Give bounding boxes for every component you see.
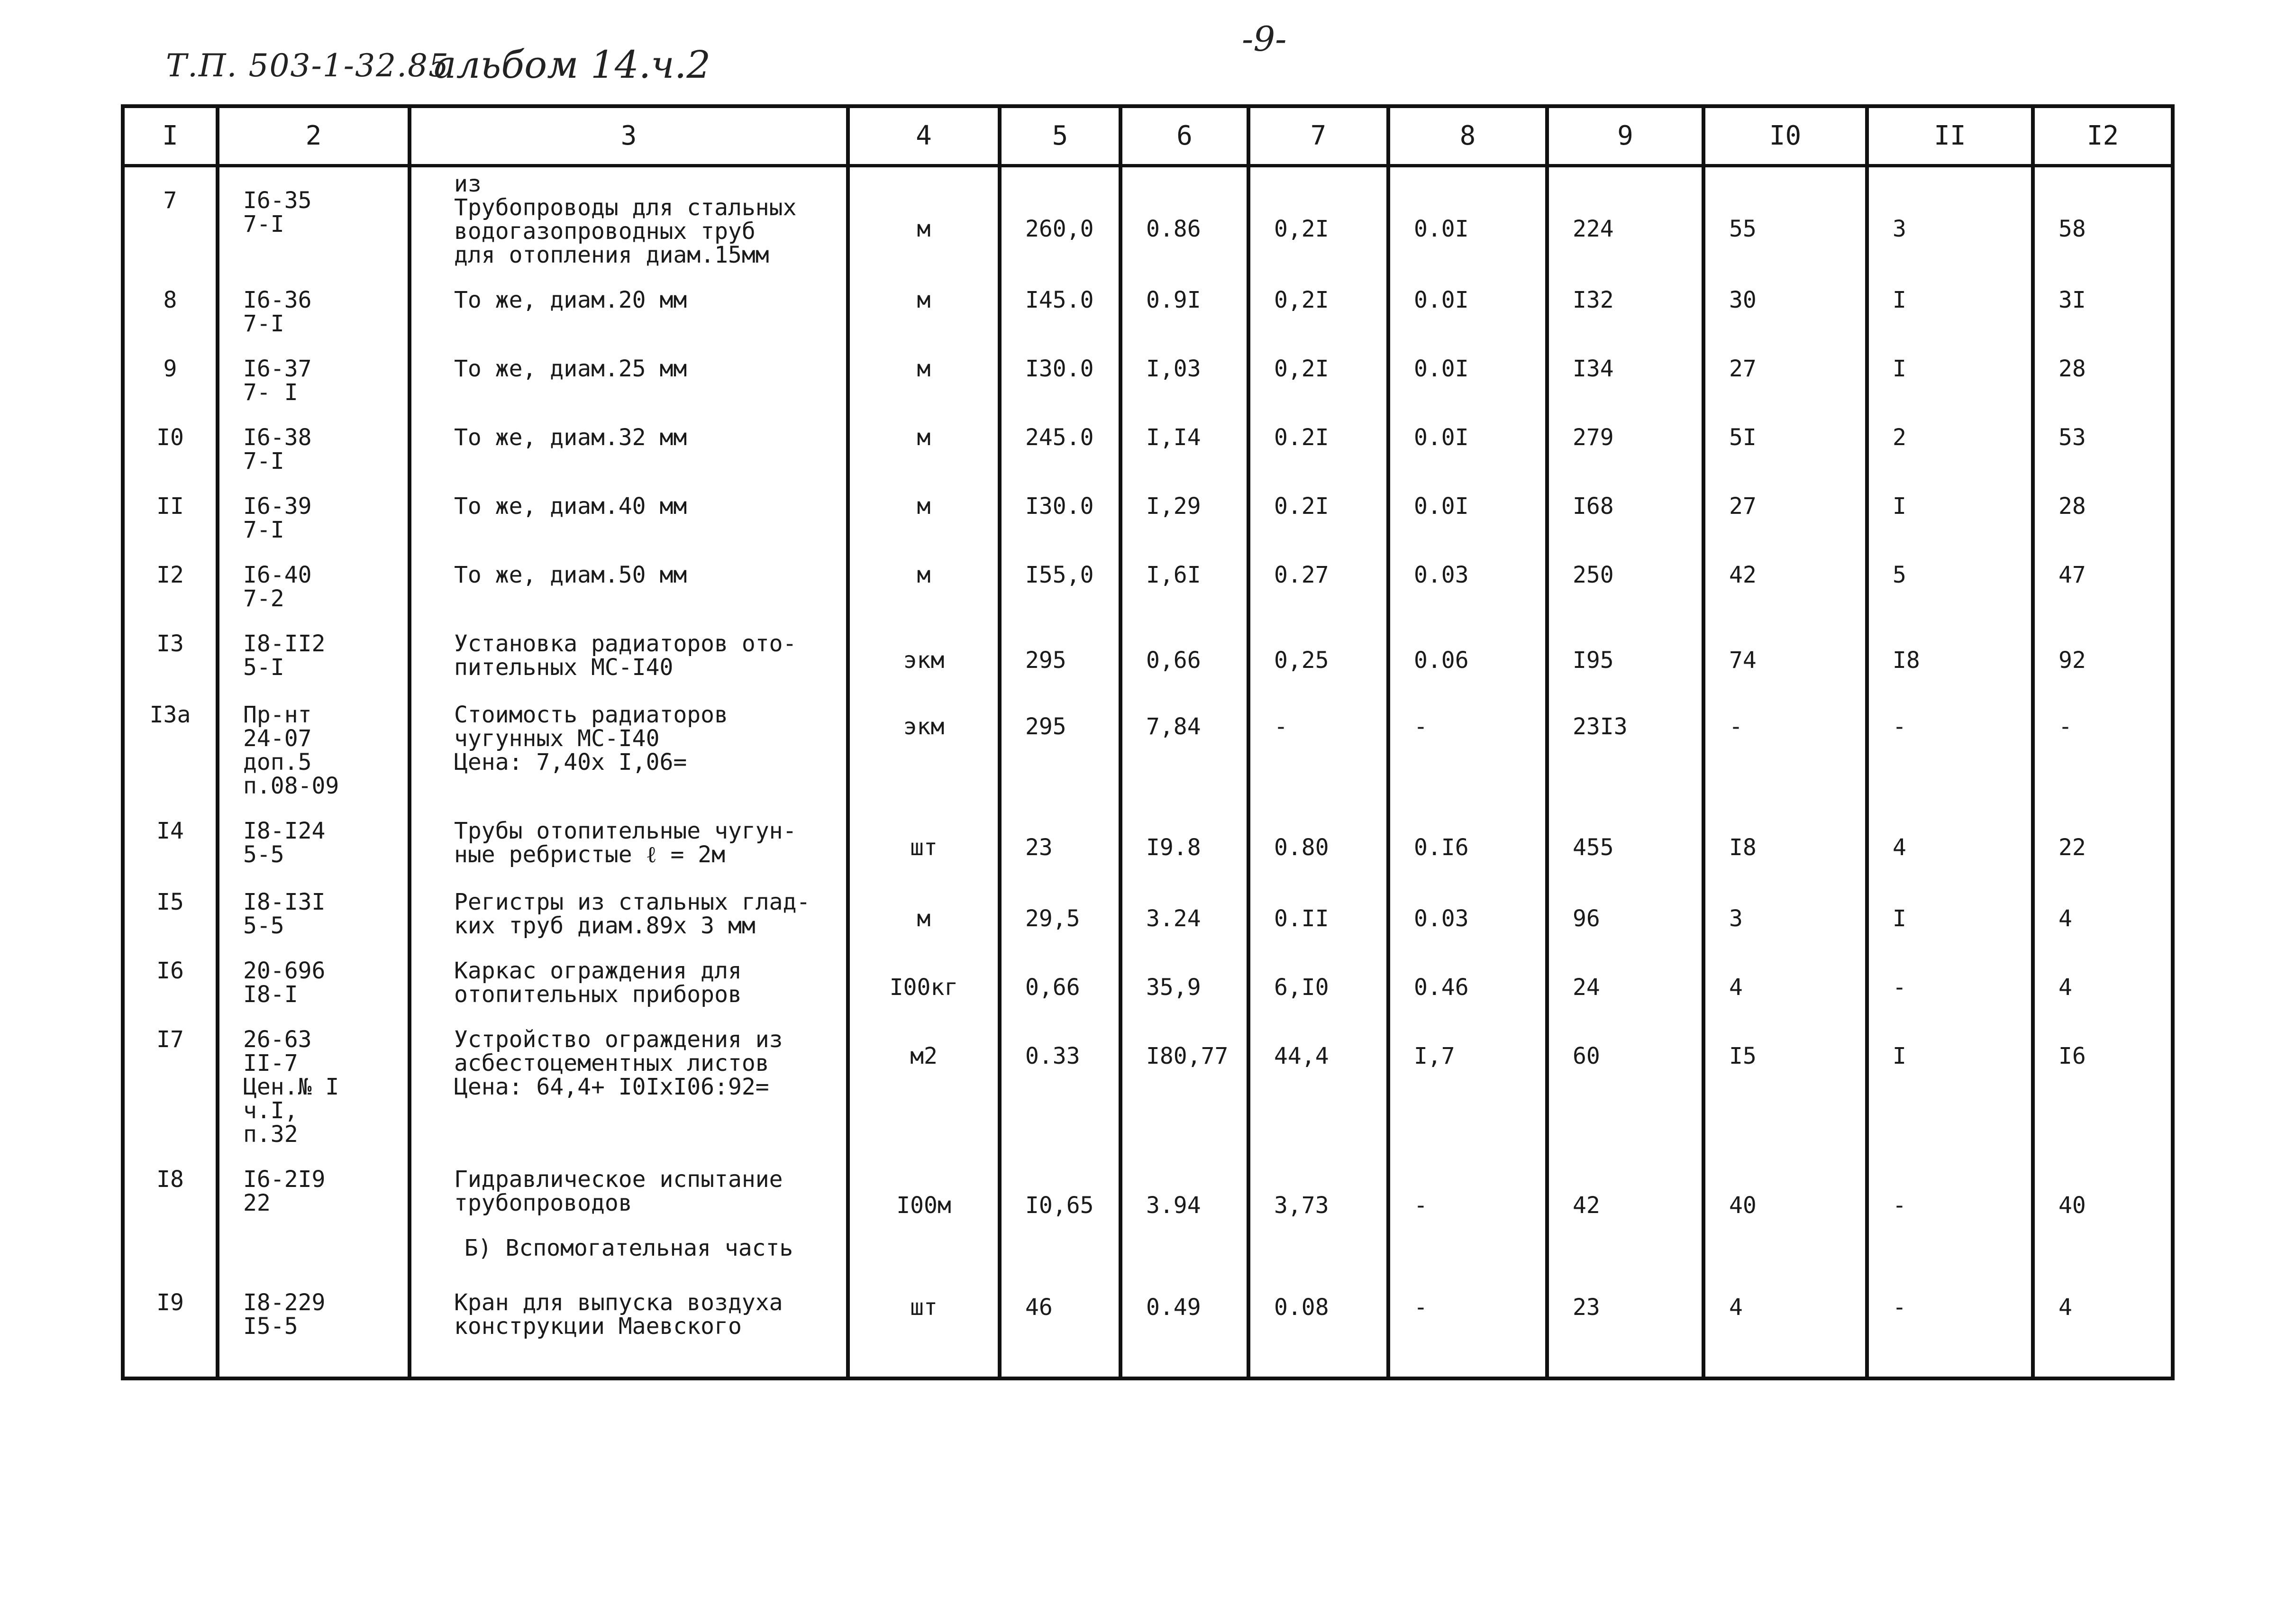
description-cell: То же, диам.40 мм bbox=[410, 473, 848, 542]
row-number-cell: I7 bbox=[123, 1006, 218, 1146]
total-machine-cell: I bbox=[1867, 473, 2033, 542]
rate-code-cell: I8-II2 5-I bbox=[218, 611, 410, 682]
total-wage-cell: 42 bbox=[1703, 542, 1867, 611]
page-number: -9- bbox=[1242, 19, 1287, 59]
rate-code-cell: Пр-нт 24-07 доп.5 п.08-09 bbox=[218, 682, 410, 798]
total-cost-cell: 24 bbox=[1547, 938, 1703, 1006]
total-wage-cell: 5I bbox=[1703, 404, 1867, 473]
total-machine-cell: - bbox=[1867, 682, 2033, 798]
empty-cell bbox=[1248, 1217, 1388, 1269]
quantity-cell: 295 bbox=[1000, 682, 1120, 798]
table-row bbox=[123, 542, 2173, 611]
row-number-cell: 9 bbox=[123, 336, 218, 404]
table-row bbox=[123, 1146, 2173, 1217]
unit-cost-cell: I,03 bbox=[1120, 336, 1248, 404]
total-cost-cell: I95 bbox=[1547, 611, 1703, 682]
unit-cost-cell: 35,9 bbox=[1120, 938, 1248, 1006]
table-row bbox=[123, 336, 2173, 404]
unit-cell: м bbox=[848, 542, 1000, 611]
description-cell: Трубы отопительные чугун- ные ребристые ℓ = 2м bbox=[410, 798, 848, 869]
unit-cell: м bbox=[848, 267, 1000, 336]
machine-cell: 0.0I bbox=[1388, 336, 1547, 404]
machine-cell: 0.I6 bbox=[1388, 798, 1547, 869]
unit-cost-cell: 7,84 bbox=[1120, 682, 1248, 798]
rate-code-cell: I6-39 7-I bbox=[218, 473, 410, 542]
unit-cost-cell: 0.49 bbox=[1120, 1269, 1248, 1378]
row-number-cell: 8 bbox=[123, 267, 218, 336]
total-machine-cell: 5 bbox=[1867, 542, 2033, 611]
unit-cost-cell: 3.24 bbox=[1120, 869, 1248, 938]
column-header: 3 bbox=[410, 106, 848, 166]
empty-cell bbox=[1703, 1217, 1867, 1269]
wage-cell: 0.08 bbox=[1248, 1269, 1388, 1378]
row-number-cell: 7 bbox=[123, 166, 218, 267]
row-number-cell: I6 bbox=[123, 938, 218, 1006]
rate-code-cell: I8-229 I5-5 bbox=[218, 1269, 410, 1378]
quantity-cell: 29,5 bbox=[1000, 869, 1120, 938]
total-wage-cell: 40 bbox=[1703, 1146, 1867, 1217]
quantity-cell: 295 bbox=[1000, 611, 1120, 682]
total-wage-cell: 74 bbox=[1703, 611, 1867, 682]
row-number-cell: I4 bbox=[123, 798, 218, 869]
total-wage-cell: I5 bbox=[1703, 1006, 1867, 1146]
total-cost-cell: 23 bbox=[1547, 1269, 1703, 1378]
description-cell: Кран для выпуска воздуха конструкции Маевского bbox=[410, 1269, 848, 1378]
row-number-cell: I0 bbox=[123, 404, 218, 473]
total-cost-cell: I34 bbox=[1547, 336, 1703, 404]
unit-cell: I00м bbox=[848, 1146, 1000, 1217]
quantity-cell: I30.0 bbox=[1000, 473, 1120, 542]
column-header: 2 bbox=[218, 106, 410, 166]
total-cost-cell: I32 bbox=[1547, 267, 1703, 336]
total-cost-cell: I68 bbox=[1547, 473, 1703, 542]
table-row bbox=[123, 611, 2173, 682]
unit-cell: м bbox=[848, 473, 1000, 542]
description-cell: То же, диам.20 мм bbox=[410, 267, 848, 336]
labor-cell: 22 bbox=[2033, 798, 2173, 869]
total-machine-cell: - bbox=[1867, 1146, 2033, 1217]
empty-cell bbox=[1867, 1217, 2033, 1269]
unit-cell: I00кг bbox=[848, 938, 1000, 1006]
wage-cell: - bbox=[1248, 682, 1388, 798]
rate-code-cell: I6-38 7-I bbox=[218, 404, 410, 473]
section-row bbox=[123, 1217, 2173, 1269]
unit-cell: шт bbox=[848, 1269, 1000, 1378]
labor-cell: 4 bbox=[2033, 1269, 2173, 1378]
section-title: Б) Вспомогательная часть bbox=[410, 1217, 848, 1269]
total-machine-cell: I bbox=[1867, 267, 2033, 336]
labor-cell: 92 bbox=[2033, 611, 2173, 682]
row-number-cell: II bbox=[123, 473, 218, 542]
total-machine-cell: 2 bbox=[1867, 404, 2033, 473]
row-number-cell: I3 bbox=[123, 611, 218, 682]
description-cell: Каркас ограждения для отопительных приборов bbox=[410, 938, 848, 1006]
table-row bbox=[123, 267, 2173, 336]
rate-code-cell: I6-35 7-I bbox=[218, 166, 410, 267]
unit-cell: шт bbox=[848, 798, 1000, 869]
quantity-cell: 46 bbox=[1000, 1269, 1120, 1378]
unit-cell: м2 bbox=[848, 1006, 1000, 1146]
document-code: Т.П. 503-1-32.85 bbox=[166, 47, 450, 84]
wage-cell: 44,4 bbox=[1248, 1006, 1388, 1146]
column-header: 5 bbox=[1000, 106, 1120, 166]
empty-cell bbox=[1388, 1217, 1547, 1269]
machine-cell: 0.0I bbox=[1388, 166, 1547, 267]
rate-code-cell: I6-2I9 22 bbox=[218, 1146, 410, 1217]
column-header: 8 bbox=[1388, 106, 1547, 166]
machine-cell: 0.06 bbox=[1388, 611, 1547, 682]
machine-cell: I,7 bbox=[1388, 1006, 1547, 1146]
total-wage-cell: I8 bbox=[1703, 798, 1867, 869]
labor-cell: 4 bbox=[2033, 938, 2173, 1006]
unit-cost-cell: I9.8 bbox=[1120, 798, 1248, 869]
rate-code-cell: I6-36 7-I bbox=[218, 267, 410, 336]
rate-code-cell: I8-I3I 5-5 bbox=[218, 869, 410, 938]
wage-cell: 0.2I bbox=[1248, 473, 1388, 542]
rate-code-cell: I6-40 7-2 bbox=[218, 542, 410, 611]
empty-cell bbox=[848, 1217, 1000, 1269]
row-number-cell: I9 bbox=[123, 1269, 218, 1378]
machine-cell: - bbox=[1388, 1269, 1547, 1378]
unit-cost-cell: I,6I bbox=[1120, 542, 1248, 611]
labor-cell: 4 bbox=[2033, 869, 2173, 938]
wage-cell: 0,25 bbox=[1248, 611, 1388, 682]
description-cell: Стоимость радиаторов чугунных МС-I40 Цена: 7,40х I,06= bbox=[410, 682, 848, 798]
unit-cost-cell: 0.86 bbox=[1120, 166, 1248, 267]
total-machine-cell: I bbox=[1867, 1006, 2033, 1146]
wage-cell: 3,73 bbox=[1248, 1146, 1388, 1217]
wage-cell: 6,I0 bbox=[1248, 938, 1388, 1006]
total-machine-cell: I bbox=[1867, 869, 2033, 938]
unit-cost-cell: 3.94 bbox=[1120, 1146, 1248, 1217]
total-wage-cell: - bbox=[1703, 682, 1867, 798]
description-cell: Устройство ограждения из асбестоцементных листов Цена: 64,4+ I0IхI06:92= bbox=[410, 1006, 848, 1146]
wage-cell: 0.27 bbox=[1248, 542, 1388, 611]
description-cell: То же, диам.50 мм bbox=[410, 542, 848, 611]
row-number-cell: I5 bbox=[123, 869, 218, 938]
estimate-table bbox=[121, 104, 2175, 1380]
wage-cell: 0,2I bbox=[1248, 336, 1388, 404]
empty-cell bbox=[1000, 1217, 1120, 1269]
labor-cell: 53 bbox=[2033, 404, 2173, 473]
labor-cell: 40 bbox=[2033, 1146, 2173, 1217]
machine-cell: 0.0I bbox=[1388, 267, 1547, 336]
labor-cell: 28 bbox=[2033, 473, 2173, 542]
unit-cost-cell: I80,77 bbox=[1120, 1006, 1248, 1146]
description-cell: То же, диам.25 мм bbox=[410, 336, 848, 404]
description-cell: Установка радиаторов ото- пительных МС-I40 bbox=[410, 611, 848, 682]
table-row bbox=[123, 404, 2173, 473]
unit-cost-cell: 0.9I bbox=[1120, 267, 1248, 336]
quantity-cell: 0.33 bbox=[1000, 1006, 1120, 1146]
labor-cell: 28 bbox=[2033, 336, 2173, 404]
machine-cell: 0.46 bbox=[1388, 938, 1547, 1006]
column-header: I bbox=[123, 106, 218, 166]
labor-cell: - bbox=[2033, 682, 2173, 798]
labor-cell: I6 bbox=[2033, 1006, 2173, 1146]
total-wage-cell: 4 bbox=[1703, 1269, 1867, 1378]
wage-cell: 0,2I bbox=[1248, 267, 1388, 336]
quantity-cell: I45.0 bbox=[1000, 267, 1120, 336]
quantity-cell: 260,0 bbox=[1000, 166, 1120, 267]
labor-cell: 58 bbox=[2033, 166, 2173, 267]
table-row bbox=[123, 1006, 2173, 1146]
labor-cell: 3I bbox=[2033, 267, 2173, 336]
column-header: 7 bbox=[1248, 106, 1388, 166]
total-cost-cell: 279 bbox=[1547, 404, 1703, 473]
rate-code-cell: I8-I24 5-5 bbox=[218, 798, 410, 869]
column-header: I0 bbox=[1703, 106, 1867, 166]
total-machine-cell: I bbox=[1867, 336, 2033, 404]
unit-cost-cell: I,29 bbox=[1120, 473, 1248, 542]
machine-cell: 0.03 bbox=[1388, 542, 1547, 611]
header-row bbox=[123, 106, 2173, 166]
empty-cell bbox=[1547, 1217, 1703, 1269]
total-machine-cell: 4 bbox=[1867, 798, 2033, 869]
quantity-cell: I55,0 bbox=[1000, 542, 1120, 611]
table-row bbox=[123, 798, 2173, 869]
wage-cell: 0,2I bbox=[1248, 166, 1388, 267]
table-row bbox=[123, 682, 2173, 798]
description-cell: То же, диам.32 мм bbox=[410, 404, 848, 473]
total-wage-cell: 55 bbox=[1703, 166, 1867, 267]
labor-cell: 47 bbox=[2033, 542, 2173, 611]
total-machine-cell: 3 bbox=[1867, 166, 2033, 267]
total-cost-cell: 42 bbox=[1547, 1146, 1703, 1217]
unit-cell: экм bbox=[848, 682, 1000, 798]
table-row bbox=[123, 166, 2173, 267]
total-machine-cell: - bbox=[1867, 938, 2033, 1006]
column-header: 4 bbox=[848, 106, 1000, 166]
total-wage-cell: 27 bbox=[1703, 473, 1867, 542]
wage-cell: 0.2I bbox=[1248, 404, 1388, 473]
row-number-cell: I3а bbox=[123, 682, 218, 798]
machine-cell: 0.0I bbox=[1388, 473, 1547, 542]
rate-code-cell: 26-63 II-7 Цен.№ I ч.I, п.32 bbox=[218, 1006, 410, 1146]
total-cost-cell: 224 bbox=[1547, 166, 1703, 267]
description-cell: Гидравлическое испытание трубопроводов bbox=[410, 1146, 848, 1217]
column-header: 6 bbox=[1120, 106, 1248, 166]
total-wage-cell: 27 bbox=[1703, 336, 1867, 404]
quantity-cell: 0,66 bbox=[1000, 938, 1120, 1006]
table-row bbox=[123, 473, 2173, 542]
empty-cell bbox=[2033, 1217, 2173, 1269]
rate-code-cell: I6-37 7- I bbox=[218, 336, 410, 404]
unit-cell: м bbox=[848, 869, 1000, 938]
column-header: 9 bbox=[1547, 106, 1703, 166]
machine-cell: - bbox=[1388, 1146, 1547, 1217]
row-number-cell: I2 bbox=[123, 542, 218, 611]
description-cell: из Трубопроводы для стальных водогазопроводных труб для отопления диам.15мм bbox=[410, 166, 848, 267]
table-row bbox=[123, 1269, 2173, 1378]
table-row bbox=[123, 869, 2173, 938]
total-wage-cell: 3 bbox=[1703, 869, 1867, 938]
column-header: II bbox=[1867, 106, 2033, 166]
unit-cell: м bbox=[848, 336, 1000, 404]
total-wage-cell: 30 bbox=[1703, 267, 1867, 336]
empty-cell bbox=[1120, 1217, 1248, 1269]
unit-cost-cell: 0,66 bbox=[1120, 611, 1248, 682]
total-cost-cell: 455 bbox=[1547, 798, 1703, 869]
total-machine-cell: - bbox=[1867, 1269, 2033, 1378]
total-cost-cell: 250 bbox=[1547, 542, 1703, 611]
machine-cell: 0.0I bbox=[1388, 404, 1547, 473]
wage-cell: 0.80 bbox=[1248, 798, 1388, 869]
machine-cell: - bbox=[1388, 682, 1547, 798]
total-cost-cell: 23I3 bbox=[1547, 682, 1703, 798]
unit-cell: экм bbox=[848, 611, 1000, 682]
total-cost-cell: 60 bbox=[1547, 1006, 1703, 1146]
total-cost-cell: 96 bbox=[1547, 869, 1703, 938]
row-number-cell: I8 bbox=[123, 1146, 218, 1217]
quantity-cell: 23 bbox=[1000, 798, 1120, 869]
total-wage-cell: 4 bbox=[1703, 938, 1867, 1006]
empty-cell bbox=[218, 1217, 410, 1269]
quantity-cell: 245.0 bbox=[1000, 404, 1120, 473]
empty-cell bbox=[123, 1217, 218, 1269]
quantity-cell: I0,65 bbox=[1000, 1146, 1120, 1217]
table-body bbox=[123, 166, 2173, 1379]
unit-cell: м bbox=[848, 166, 1000, 267]
table-row bbox=[123, 938, 2173, 1006]
description-cell: Регистры из стальных глад- ких труб диам.89х 3 мм bbox=[410, 869, 848, 938]
total-machine-cell: I8 bbox=[1867, 611, 2033, 682]
unit-cell: м bbox=[848, 404, 1000, 473]
unit-cost-cell: I,I4 bbox=[1120, 404, 1248, 473]
column-header: I2 bbox=[2033, 106, 2173, 166]
rate-code-cell: 20-696 I8-I bbox=[218, 938, 410, 1006]
machine-cell: 0.03 bbox=[1388, 869, 1547, 938]
wage-cell: 0.II bbox=[1248, 869, 1388, 938]
quantity-cell: I30.0 bbox=[1000, 336, 1120, 404]
album-label: альбом 14.ч.2 bbox=[434, 43, 711, 87]
